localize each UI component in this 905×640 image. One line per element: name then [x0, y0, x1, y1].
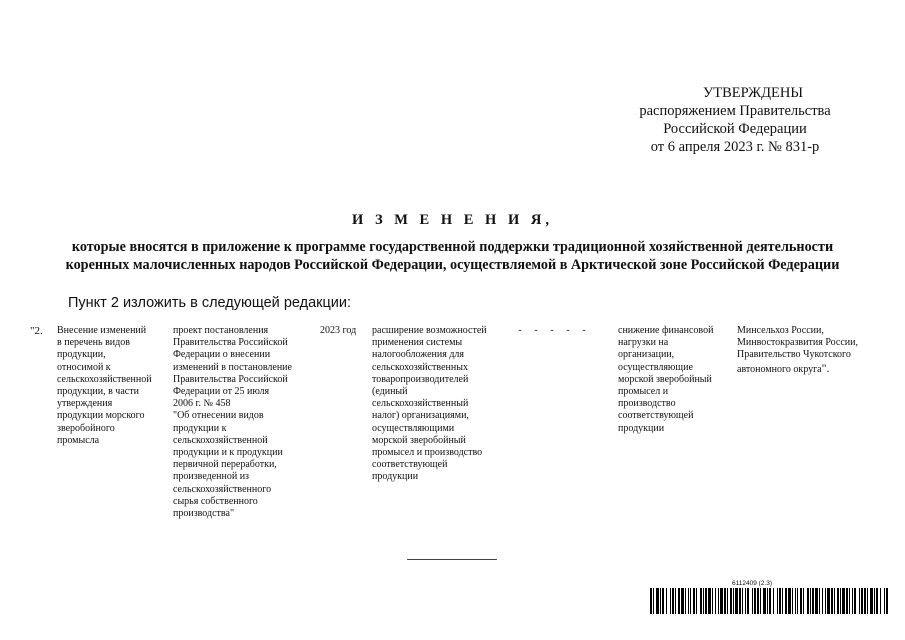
text-line: сырья собственного	[173, 495, 258, 507]
text-line: Минсельхоз России,	[737, 325, 824, 336]
text-line: продукции к	[173, 422, 227, 434]
text-line: Федерации о внесении	[173, 349, 271, 361]
document-title: И З М Е Н Е Н И Я,	[352, 212, 553, 228]
text-line: "Об отнесении видов	[173, 410, 264, 422]
text-line: осуществляющие	[618, 361, 693, 373]
text-line: промысел и	[618, 386, 669, 398]
text-line: соответствующей	[372, 459, 448, 471]
text-line: товаропроизводителей	[372, 373, 469, 385]
responsible-last: автономного округа	[737, 363, 822, 375]
text-line: налог) организациями,	[372, 410, 469, 422]
responsible-lines	[737, 325, 887, 362]
text-line: 2006 г. № 458	[173, 398, 231, 410]
document-cell	[173, 325, 313, 520]
document-code: 6112409 (2.3)	[732, 580, 772, 587]
text-line: осуществляющими	[372, 422, 455, 434]
text-line: продукции морского	[57, 410, 145, 422]
text-line: соответствующей	[618, 410, 694, 422]
text-line: сельскохозяйственный	[372, 398, 469, 410]
text-line: продукции	[618, 422, 665, 434]
text-line: относимой к	[57, 361, 111, 373]
text-line: применения системы	[372, 337, 463, 349]
text-line: произведенной из	[173, 471, 250, 483]
text-line: снижение финансовой	[618, 325, 714, 336]
measure-cell	[57, 325, 167, 447]
text-line: Правительство Чукотского	[737, 349, 851, 361]
result-cell	[372, 325, 502, 484]
text-line: организации,	[618, 349, 675, 361]
text-line: зверобойного	[57, 422, 115, 434]
barcode-icon	[650, 588, 888, 614]
text-line: утверждения	[57, 398, 113, 410]
closing-quote: ".	[821, 360, 830, 375]
subtitle-line-2: коренных малочисленных народов Российской Федерации, осуществляемой в Арктической зоне Российской Федерации	[65, 257, 840, 273]
approval-line-1: распоряжением Правительства	[639, 103, 831, 119]
deadline-cell: 2023 год	[320, 325, 357, 336]
approval-line-3: от 6 апреля 2023 г. № 831-р	[650, 139, 820, 155]
dash: -	[582, 325, 586, 336]
responsible-last-line	[737, 362, 887, 376]
dashes-cell	[512, 325, 592, 337]
text-line: Правительства Российской	[173, 337, 288, 349]
text-line: Федерации от 25 июля	[173, 386, 270, 398]
text-line: сельскохозяйственных	[372, 361, 468, 373]
responsible-cell	[737, 325, 887, 376]
text-line: морской зверобойный	[372, 434, 466, 446]
text-line: производство	[618, 398, 676, 410]
subtitle-line-1: которые вносятся в приложение к программе государственной поддержки традиционной хозяйственной деятельности	[71, 239, 834, 255]
text-line: проект постановления	[173, 325, 269, 336]
text-line: промысла	[57, 434, 100, 446]
text-line: первичной переработки,	[173, 459, 277, 471]
approval-block	[600, 84, 870, 156]
dash: -	[566, 325, 570, 336]
text-line: продукции, в части	[57, 386, 139, 398]
text-line: сельскохозяйственной	[57, 373, 152, 385]
text-line: расширение возможностей	[372, 325, 487, 336]
dash: -	[534, 325, 538, 336]
text-line: производства"	[173, 508, 235, 520]
text-line: нагрузки на	[618, 337, 669, 349]
row-number: "2.	[30, 325, 43, 337]
text-line: промысел и производство	[372, 447, 483, 459]
text-line: сельскохозяйственной	[173, 434, 268, 446]
text-line: продукции и к продукции	[173, 447, 283, 459]
approval-title: УТВЕРЖДЕНЫ	[702, 85, 804, 101]
text-line: Внесение изменений	[57, 325, 147, 336]
intro-text: Пункт 2 изложить в следующей редакции:	[68, 295, 352, 311]
document-subtitle	[0, 238, 905, 274]
text-line: (единый	[372, 386, 408, 398]
dash: -	[550, 325, 554, 336]
text-line: налогообложения для	[372, 349, 464, 361]
text-line: продукции	[372, 471, 419, 483]
divider-line	[407, 559, 497, 560]
text-line: продукции,	[57, 349, 106, 361]
text-line: Правительства Российской	[173, 373, 288, 385]
text-line: морской зверобойный	[618, 373, 712, 385]
dash: -	[518, 325, 522, 336]
text-line: в перечень видов	[57, 337, 130, 349]
text-line: Минвостокразвития России,	[737, 337, 858, 349]
text-line: изменений в постановление	[173, 361, 292, 373]
text-line: сельскохозяйственного	[173, 483, 272, 495]
effect-cell	[618, 325, 728, 435]
approval-line-2: Российской Федерации	[663, 121, 807, 137]
